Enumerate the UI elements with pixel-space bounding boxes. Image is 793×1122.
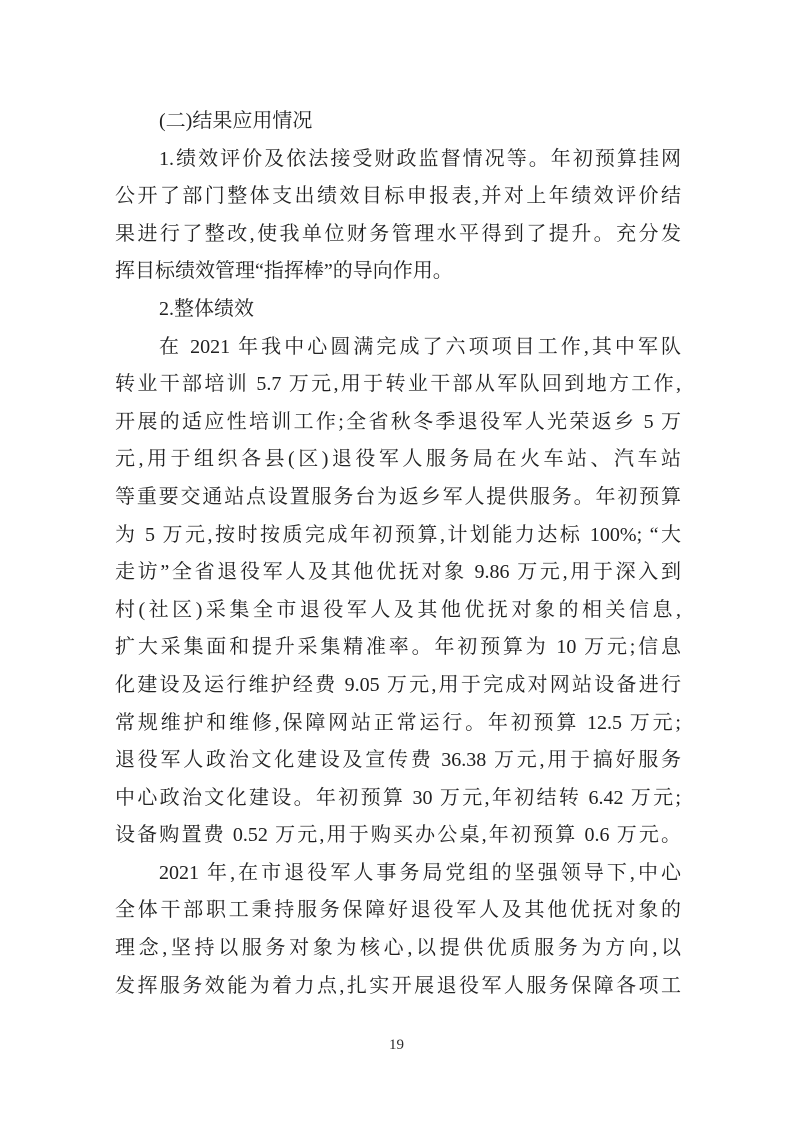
section-heading [115, 103, 681, 141]
text-line: 设备购置费 0.52 万元,用于购买办公桌,年初预算 0.6 万元。 [115, 824, 681, 847]
paragraph [115, 855, 681, 1005]
text-line: 村(社区)采集全市退役军人及其他优抚对象的相关信息, [115, 598, 681, 621]
text-line: 挥目标绩效管理“指挥棒”的导向作用。 [115, 260, 453, 283]
text-line: 理念,坚持以服务对象为核心,以提供优质服务为方向,以 [115, 937, 681, 960]
text-line: 常规维护和维修,保障网站正常运行。年初预算 12.5 万元; [115, 711, 681, 734]
text-line: 在 2021 年我中心圆满完成了六项项目工作,其中军队 [159, 335, 681, 358]
text-line: 走访”全省退役军人及其他优抚对象 9.86 万元,用于深入到 [115, 561, 681, 584]
text-line: 等重要交通站点设置服务台为返乡军人提供服务。年初预算 [115, 485, 681, 508]
text-line: 2021 年,在市退役军人事务局党组的坚强领导下,中心 [159, 861, 681, 884]
text-line: 1.绩效评价及依法接受财政监督情况等。年初预算挂网 [159, 147, 681, 170]
document-body [115, 103, 681, 1005]
text-line: 发挥服务效能为着力点,扎实开展退役军人服务保障各项工 [115, 974, 681, 997]
paragraph [115, 329, 681, 855]
text-line: 扩大采集面和提升采集精准率。年初预算为 10 万元;信息 [115, 636, 681, 659]
text-line: 2.整体绩效 [159, 297, 254, 320]
text-line: 全体干部职工秉持服务保障好退役军人及其他优抚对象的 [115, 899, 681, 922]
text-line: 公开了部门整体支出绩效目标申报表,并对上年绩效评价结 [115, 185, 681, 208]
paragraph [115, 141, 681, 291]
text-line: 果进行了整改,使我单位财务管理水平得到了提升。充分发 [115, 222, 681, 245]
section-heading [115, 291, 681, 329]
text-line: 为 5 万元,按时按质完成年初预算,计划能力达标 100%; “大 [115, 523, 681, 546]
text-line: 退役军人政治文化建设及宣传费 36.38 万元,用于搞好服务 [115, 749, 681, 772]
page-number: 19 [389, 1037, 404, 1053]
text-line: 元,用于组织各县(区)退役军人服务局在火车站、汽车站 [115, 448, 681, 471]
text-line: 转业干部培训 5.7 万元,用于转业干部从军队回到地方工作, [115, 373, 681, 396]
text-line: (二)结果应用情况 [159, 110, 313, 132]
text-line: 中心政治文化建设。年初预算 30 万元,年初结转 6.42 万元; [115, 786, 681, 809]
text-line: 化建设及运行维护经费 9.05 万元,用于完成对网站设备进行 [115, 673, 681, 696]
text-line: 开展的适应性培训工作;全省秋冬季退役军人光荣返乡 5 万 [115, 410, 681, 433]
